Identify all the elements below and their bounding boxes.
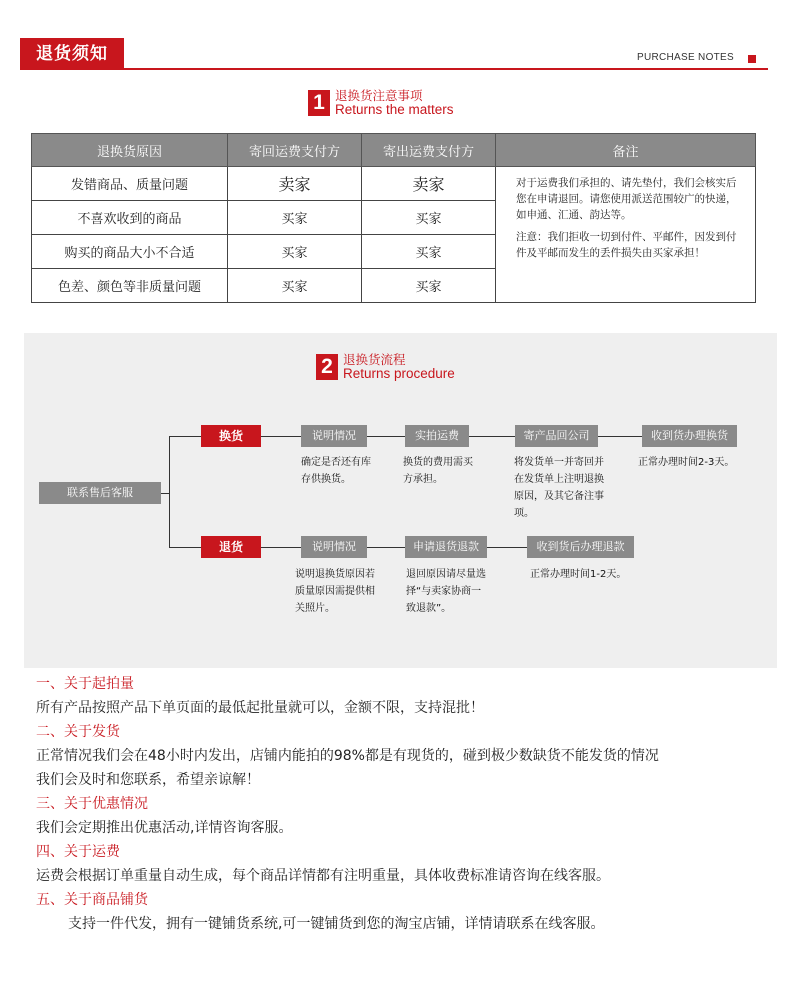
connector [161, 493, 169, 494]
refund-step-1-node: 说明情况 [301, 536, 367, 558]
connector [367, 436, 405, 437]
heading-min-order: 一、关于起拍量 [36, 676, 134, 692]
col-header-send-payer: 寄出运费支付方 [362, 134, 496, 167]
exchange-step-3-node: 寄产品回公司 [515, 425, 598, 447]
page-title-tab: 退货须知 [20, 38, 124, 70]
connector [169, 436, 170, 547]
header-square-mark [748, 55, 756, 63]
section1-title-en: Returns the matters [335, 102, 454, 117]
reason-cell: 购买的商品大小不合适 [32, 235, 228, 269]
exchange-step-4-node: 收到货办理换货 [642, 425, 737, 447]
connector [487, 547, 527, 548]
send-payer-cell: 买家 [362, 235, 496, 269]
exchange-step-4-desc: 正常办理时间2-3天。 [638, 457, 735, 468]
contact-service-node: 联系售后客服 [39, 482, 161, 504]
text-shipping-1: 正常情况我们会在48小时内发出，店铺内能拍的98%都是有现货的，碰到极少数缺货不能发货的情况 [36, 748, 659, 764]
section1-title [308, 89, 454, 117]
exchange-step-2-desc: 换货的费用需买方承担。 [403, 457, 473, 485]
return-payer-cell: 卖家 [228, 167, 362, 201]
col-header-return-payer: 寄回运费支付方 [228, 134, 362, 167]
section2-title-en: Returns procedure [343, 366, 455, 381]
heading-discounts: 三、关于优惠情况 [36, 796, 148, 812]
exchange-node: 换货 [201, 425, 261, 447]
connector [598, 436, 642, 437]
section2-title-cn: 退换货流程 [343, 352, 406, 367]
section2-title [316, 353, 455, 381]
text-min-order: 所有产品按照产品下单页面的最低起批量就可以，金额不限，支持混批！ [36, 700, 484, 716]
section2-number: 2 [316, 354, 338, 380]
table-row [32, 167, 756, 201]
section1-number: 1 [308, 90, 330, 116]
table-header-row [32, 134, 756, 167]
connector [261, 547, 301, 548]
refund-node: 退货 [201, 536, 261, 558]
send-payer-cell: 买家 [362, 269, 496, 303]
col-header-reason: 退换货原因 [32, 134, 228, 167]
reason-cell: 发错商品、质量问题 [32, 167, 228, 201]
heading-freight: 四、关于运费 [36, 844, 120, 860]
refund-step-1-desc: 说明退换货原因若质量原因需提供相关照片。 [295, 569, 375, 614]
refund-step-2-desc: 退回原因请尽量选择“与卖家协商一致退款”。 [406, 569, 486, 614]
note-paragraph-2: 注意：我们拒收一切到付件、平邮件，因发到付件及平邮而发生的丢件损失由买家承担！ [516, 231, 737, 259]
return-payer-cell: 买家 [228, 269, 362, 303]
text-discounts: 我们会定期推出优惠活动,详情咨询客服。 [36, 820, 293, 836]
connector [169, 436, 201, 437]
heading-shipping: 二、关于发货 [36, 724, 120, 740]
connector [469, 436, 515, 437]
send-payer-cell: 买家 [362, 201, 496, 235]
return-payer-cell: 买家 [228, 235, 362, 269]
connector [169, 547, 201, 548]
refund-step-2-node: 申请退货退款 [405, 536, 487, 558]
text-dropship: 支持一件代发，拥有一键铺货系统,可一键铺货到您的淘宝店铺，详情请联系在线客服。 [68, 916, 605, 932]
header-divider [20, 68, 768, 70]
purchase-notes-label: PURCHASE NOTES [637, 52, 734, 63]
heading-dropship: 五、关于商品铺货 [36, 892, 148, 908]
connector [261, 436, 301, 437]
exchange-step-3-desc: 将发货单一并寄回并在发货单上注明退换原因，及其它备注事项。 [514, 457, 604, 519]
return-payer-cell: 买家 [228, 201, 362, 235]
section1-title-cn: 退换货注意事项 [335, 88, 423, 103]
refund-step-3-desc: 正常办理时间1-2天。 [530, 569, 627, 580]
reason-cell: 不喜欢收到的商品 [32, 201, 228, 235]
send-payer-cell: 卖家 [362, 167, 496, 201]
procedure-panel [24, 333, 777, 668]
exchange-step-2-node: 实拍运费 [405, 425, 469, 447]
reason-cell: 色差、颜色等非质量问题 [32, 269, 228, 303]
connector [367, 547, 405, 548]
refund-step-3-node: 收到货后办理退款 [527, 536, 634, 558]
exchange-step-1-node: 说明情况 [301, 425, 367, 447]
text-freight: 运费会根据订单重量自动生成，每个商品详情都有注明重量，具体收费标准请咨询在线客服。 [36, 868, 610, 884]
exchange-step-1-desc: 确定是否还有库存供换货。 [301, 457, 371, 485]
note-cell [496, 167, 756, 303]
text-shipping-2: 我们会及时和您联系，希望亲谅解！ [36, 772, 260, 788]
note-paragraph-1: 对于运费我们承担的、请先垫付，我们会核实后您在申请退回。请您使用派送范围较广的快递，如申通、汇通、韵达等。 [516, 177, 737, 221]
returns-table [31, 133, 756, 303]
col-header-note: 备注 [496, 134, 756, 167]
